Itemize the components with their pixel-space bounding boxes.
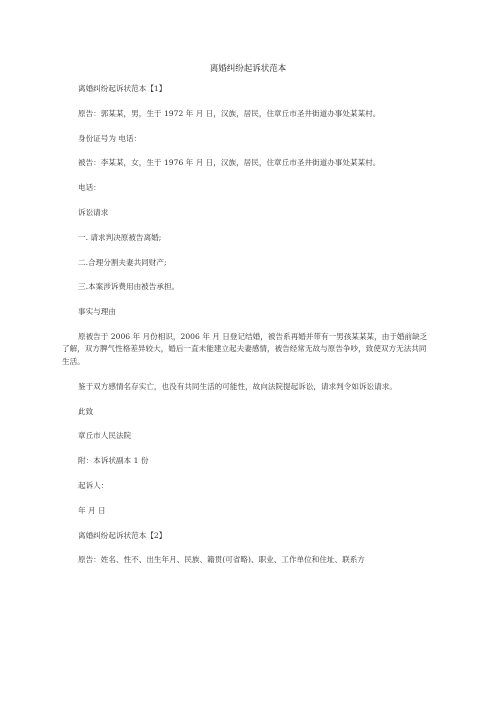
plaintiff-info: 原告：郭某某，男，生于 1972 年 月 日，汉族，居民，住章丘市圣井街道办事处某某村。 bbox=[78, 108, 381, 118]
facts-paragraph: 原被告于 2006 年 月份相识，2006 年 月 日登记结婚，被告系再婚并带有一男孩某某某，由于婚前缺乏了解，双方脾气性格差异较大，婚后一直未能建立起夫妻感情，被告经常无故与原告争吵，致使双方无法共同生活。 bbox=[62, 331, 428, 366]
id-phone-line: 身份证号为 电话： bbox=[78, 133, 142, 143]
phone-line: 电话： bbox=[78, 183, 101, 193]
plaintiff-signature-line: 起诉人： bbox=[78, 480, 109, 490]
facts-heading: 事实与理由 bbox=[78, 307, 116, 317]
claim-item-2: 二.合理分割夫妻共同财产; bbox=[78, 257, 167, 267]
court-name: 章丘市人民法院 bbox=[78, 431, 132, 441]
claims-heading: 诉讼请求 bbox=[78, 207, 109, 217]
date-line: 年 月 日 bbox=[78, 505, 106, 515]
section-heading-1: 离婚纠纷起诉状范本【1】 bbox=[78, 84, 167, 93]
claim-item-1: 一. 请求判决原被告离婚; bbox=[78, 232, 162, 242]
conclusion-paragraph: 鉴于双方感情名存实亡，也没有共同生活的可能性，故向法院提起诉讼，请求判令如诉讼请求。 bbox=[78, 381, 397, 391]
document-title: 离婚纠纷起诉状范本 bbox=[209, 64, 287, 74]
salutation: 此致 bbox=[78, 406, 94, 416]
attachment-line: 附：本诉状副本 1 份 bbox=[78, 456, 149, 466]
section-heading-2: 离婚纠纷起诉状范本【2】 bbox=[78, 530, 167, 540]
claim-item-3: 三.本案涉诉费用由被告承担。 bbox=[78, 282, 180, 292]
defendant-info: 被告：李某某，女，生于 1976 年 月 日，汉族，居民，住章丘市圣井街道办事处某某村。 bbox=[78, 158, 381, 168]
plaintiff-template-line: 原告：姓名、性不、出生年月、民族、籍贯(可省略)、职业、工作单位和住址、联系方 bbox=[78, 555, 365, 565]
document-body bbox=[62, 83, 434, 579]
